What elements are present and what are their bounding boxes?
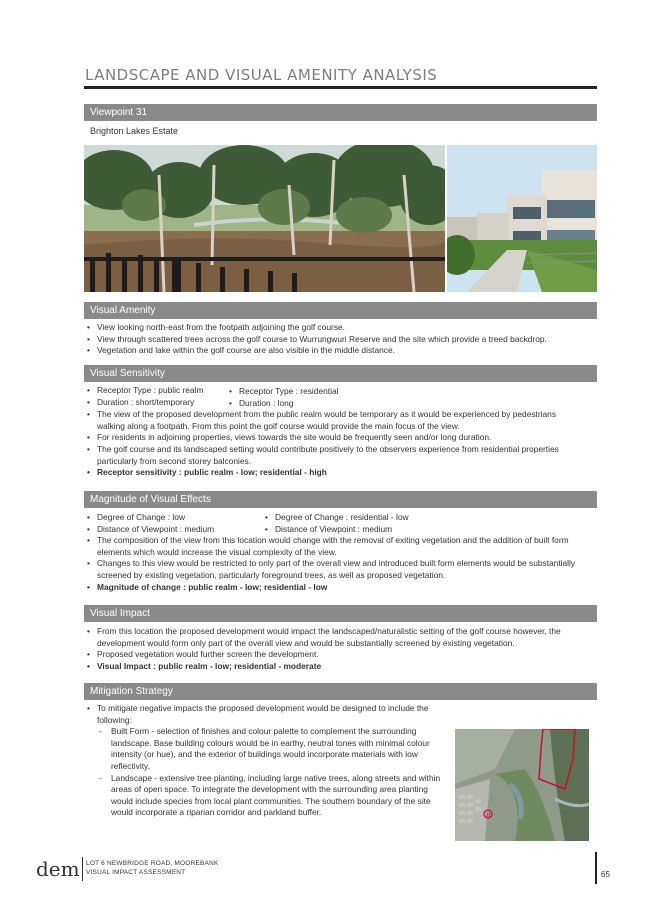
magnitude-col-residential: [262, 512, 562, 535]
magnitude-content: [84, 512, 597, 593]
list-item: • Vegetation and lake within the golf course are also visible in the middle distance.: [84, 345, 597, 357]
list-item: • The view of the proposed development from the public realm would be temporary as it would be experienced by pedestrians walking along a footpath. From this point the golf course would provide the main focus of the view.: [84, 409, 579, 432]
page-number: 65: [601, 870, 610, 879]
page-number-rule: [595, 852, 597, 884]
list-item: [84, 703, 444, 819]
sensitivity-col-public: [84, 385, 226, 409]
viewpoint-photo-golf-course: [84, 145, 445, 292]
list-item: • View through scattered trees across the golf course to Wurrungwuri Reserve and the site which provide a treed backdrop.: [84, 334, 597, 346]
footer-logo: dem: [36, 857, 80, 881]
list-item: • Degree of Change : low: [84, 512, 262, 524]
visual-amenity-list: [84, 322, 597, 357]
visual-sensitivity-heading: Visual Sensitivity: [84, 365, 597, 382]
mitigation-list: [84, 703, 444, 819]
viewpoint-heading: Viewpoint 31: [84, 104, 597, 121]
visual-impact-heading: Visual Impact: [84, 605, 597, 622]
sensitivity-notes: [84, 409, 579, 479]
page-title: LANDSCAPE AND VISUAL AMENITY ANALYSIS: [85, 66, 438, 84]
magnitude-summary: • Magnitude of change : public realm - low; residential - low: [84, 582, 584, 594]
list-item: • Distance of Viewpoint : medium: [84, 524, 262, 536]
magnitude-col-public: [84, 512, 262, 535]
visual-sensitivity-content: [84, 385, 597, 479]
list-item: • The golf course and its landscaped setting would contribute positively to the observers experience from residential properties particularly from second storey balconies.: [84, 444, 579, 467]
list-item: • Duration : short/temporary: [84, 397, 226, 409]
list-item: - Landscape - extensive tree planting, including large native trees, along streets and within areas of open space. To integrate the development with the surrounding area planting would include species from local plant communities. The southern boundary of the site would incorporate a riparian corridor and parkland buffer.: [97, 773, 444, 819]
list-item: - Built Form - selection of finishes and colour palette to complement the surrounding landscape. Base building colours would be in earthy, neutral tones with minimal colour intensity (or hue), and the exterior of buildings would incorporate materials with low reflectivity.: [97, 726, 444, 772]
list-item: • For residents in adjoining properties, views towards the site would be frequently seen and/or long duration.: [84, 432, 579, 444]
list-item: • The composition of the view from this location would change with the removal of exiting vegetation and the addition of built form elements which would increase the visual complexity of the view.: [84, 535, 584, 558]
list-item: • Changes to this view would be restricted to only part of the overall view and introduced built form elements would be substantially screened by existing vegetation, particularly foreground trees, as well as proposed vegetation.: [84, 558, 584, 581]
magnitude-heading: Magnitude of Visual Effects: [84, 491, 597, 508]
footer-divider: [82, 857, 83, 881]
footer-address: LOT 6 NEWBRIDGE ROAD, MOOREBANK: [86, 860, 219, 867]
mitigation-intro: To mitigate negative impacts the proposed development would be designed to include the following:: [97, 703, 429, 725]
list-item: • Degree of Change : residential - low: [262, 512, 562, 524]
list-item: • Proposed vegetation would further screen the development.: [84, 649, 584, 661]
map-viewpoint-marker: 31: [485, 812, 492, 819]
viewpoint-photo-residential: [447, 145, 597, 292]
magnitude-notes: [84, 535, 584, 593]
list-item: • Receptor Type : public realm: [84, 385, 226, 397]
sensitivity-col-residential: [226, 386, 526, 409]
list-item: • Receptor Type : residential: [226, 386, 526, 398]
visual-amenity-heading: Visual Amenity: [84, 302, 597, 319]
list-item: • Distance of Viewpoint : medium: [262, 524, 562, 536]
location-map: [455, 729, 589, 841]
mitigation-heading: Mitigation Strategy: [84, 683, 597, 700]
footer-report-title: VISUAL IMPACT ASSESSMENT: [86, 869, 186, 876]
mitigation-items: [97, 726, 444, 819]
list-item: • Duration : long: [226, 398, 526, 410]
viewpoint-location: Brighton Lakes Estate: [90, 126, 179, 136]
sensitivity-summary: • Receptor sensitivity : public realm - low; residential - high: [84, 467, 579, 479]
list-item: • View looking north-east from the footpath adjoining the golf course.: [84, 322, 597, 334]
list-item: • From this location the proposed development would impact the landscaped/naturalistic setting of the golf course however, the development would form only part of the overall view and would be substantially screened by existing vegetation.: [84, 626, 584, 649]
title-rule: [84, 86, 597, 89]
visual-impact-list: [84, 626, 584, 672]
visual-impact-summary: • Visual Impact : public realm - low; residential - moderate: [84, 661, 584, 673]
